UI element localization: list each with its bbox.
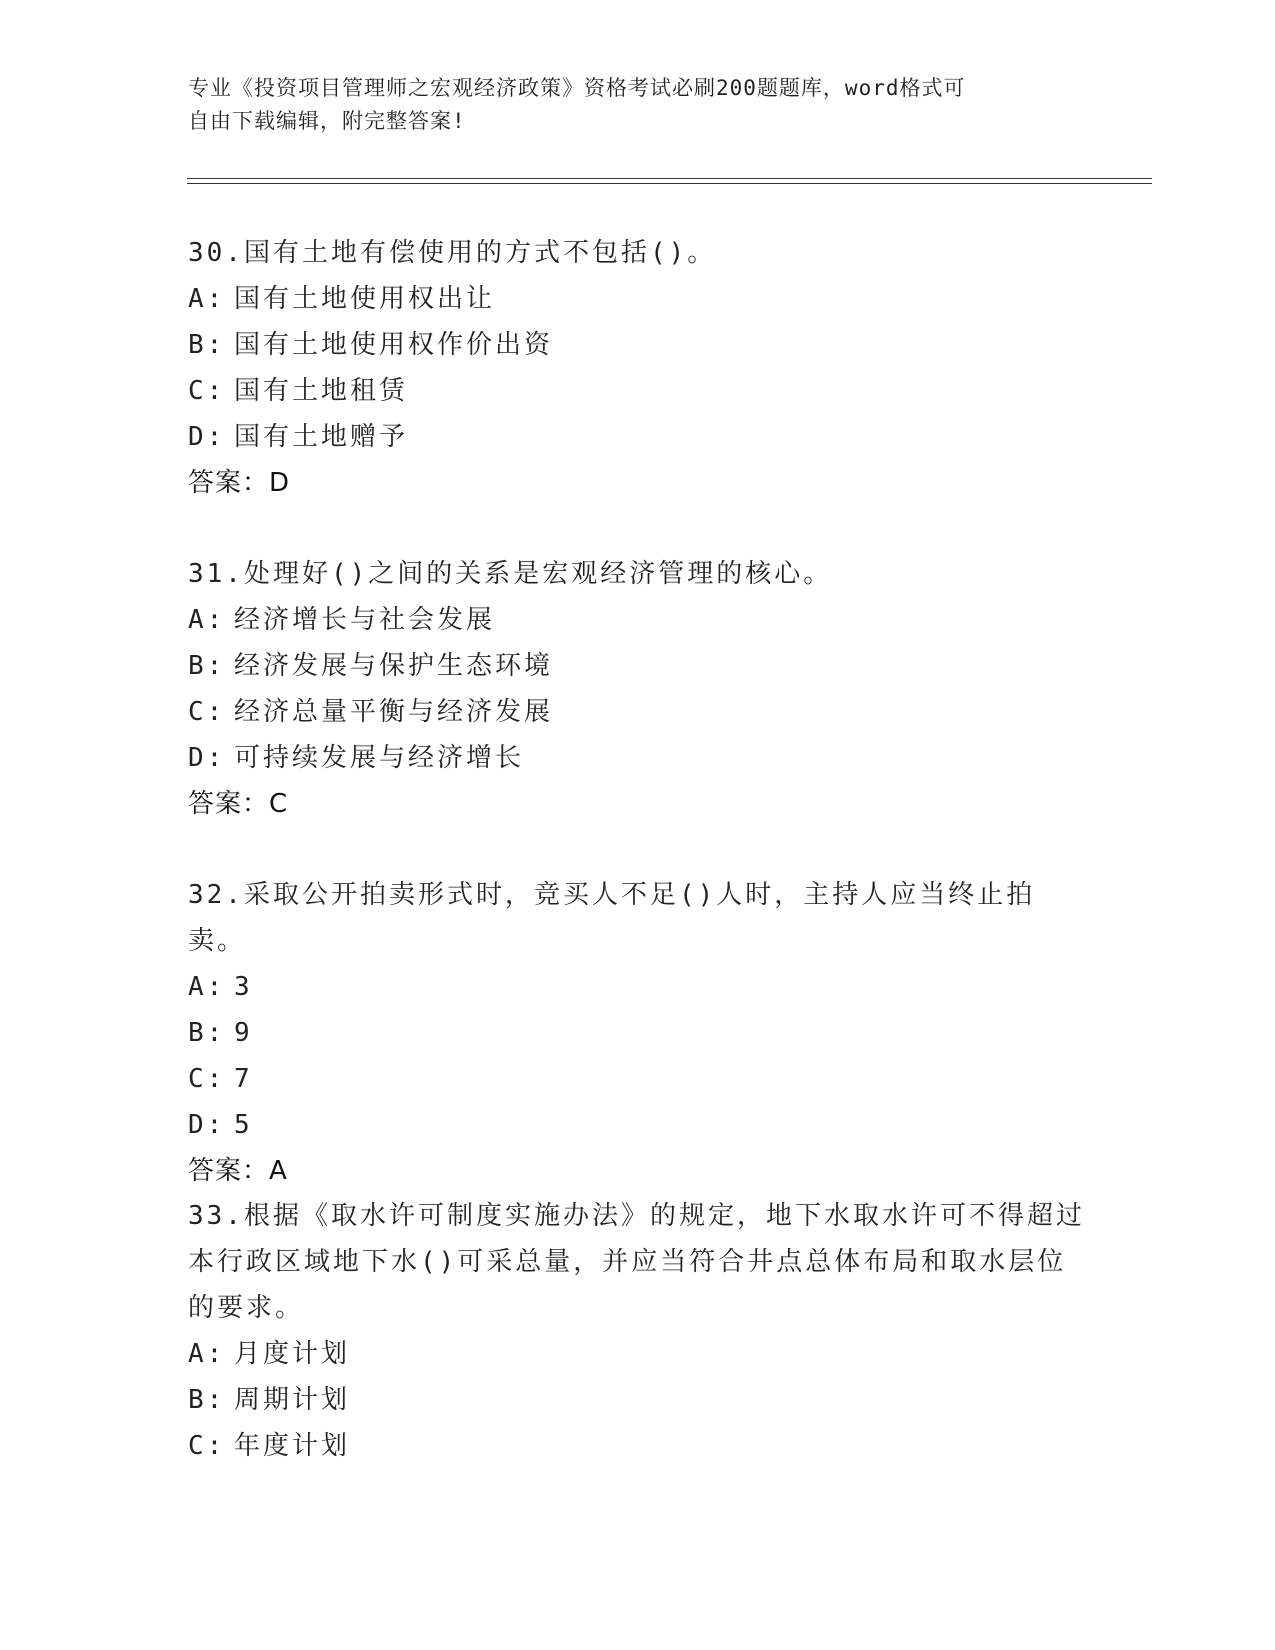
option-text: 7 (234, 1064, 253, 1094)
option-a (188, 597, 1088, 643)
question-text-line-1: 33.根据《取水许可制度实施办法》的规定，地下水取水许可不得超过 (188, 1201, 1085, 1231)
option-a (188, 1331, 1088, 1377)
option-text: 月度计划 (234, 1339, 351, 1369)
option-letter: B: (188, 330, 226, 360)
option-text: 经济总量平衡与经济发展 (234, 697, 554, 727)
option-letter: A: (188, 1339, 226, 1369)
option-letter: B: (188, 1018, 226, 1048)
option-text: 5 (234, 1110, 253, 1140)
header-divider-bottom (187, 183, 1152, 184)
option-d (188, 414, 1088, 460)
question-30 (188, 230, 1088, 506)
question-text: 30.国有土地有偿使用的方式不包括()。 (188, 238, 717, 268)
header-line-1: 专业《投资项目管理师之宏观经济政策》资格考试必刷200题题库，word格式可 (188, 76, 966, 100)
option-a (188, 964, 1088, 1010)
option-a (188, 276, 1088, 322)
option-text: 国有土地租赁 (234, 376, 409, 406)
option-letter: C: (188, 1064, 226, 1094)
answer-label: 答案：C (188, 789, 289, 819)
answer-label: 答案：A (188, 1156, 288, 1186)
document-header (188, 72, 1068, 138)
option-b (188, 1377, 1088, 1423)
question-33 (188, 1193, 1088, 1469)
question-text-line-3: 的要求。 (188, 1293, 305, 1323)
question-text: 31.处理好()之间的关系是宏观经济管理的核心。 (188, 559, 833, 589)
option-b (188, 643, 1088, 689)
option-text: 经济发展与保护生态环境 (234, 651, 554, 681)
option-c (188, 1423, 1088, 1469)
option-letter: C: (188, 1431, 226, 1461)
question-text-line-2: 本行政区域地下水()可采总量，并应当符合井点总体布局和取水层位 (188, 1247, 1067, 1277)
question-32 (188, 872, 1088, 1194)
question-31 (188, 551, 1088, 827)
option-letter: D: (188, 1110, 226, 1140)
option-letter: D: (188, 743, 226, 773)
option-letter: B: (188, 651, 226, 681)
option-text: 3 (234, 972, 253, 1002)
option-d (188, 1102, 1088, 1148)
option-text: 可持续发展与经济增长 (234, 743, 525, 773)
option-c (188, 1056, 1088, 1102)
header-divider-top (187, 178, 1152, 179)
option-text: 国有土地赠予 (234, 422, 409, 452)
option-letter: C: (188, 697, 226, 727)
option-text: 年度计划 (234, 1431, 351, 1461)
option-text: 9 (234, 1018, 253, 1048)
option-text: 经济增长与社会发展 (234, 605, 496, 635)
option-b (188, 1010, 1088, 1056)
option-letter: D: (188, 422, 226, 452)
header-line-2: 自由下载编辑，附完整答案! (188, 109, 466, 133)
answer-label: 答案：D (188, 468, 291, 498)
option-b (188, 322, 1088, 368)
option-text: 国有土地使用权作价出资 (234, 330, 554, 360)
option-letter: B: (188, 1385, 226, 1415)
option-letter: A: (188, 972, 226, 1002)
option-letter: A: (188, 284, 226, 314)
option-d (188, 735, 1088, 781)
question-text: 32.采取公开拍卖形式时，竞买人不足()人时，主持人应当终止拍卖。 (188, 880, 1036, 956)
option-text: 周期计划 (234, 1385, 351, 1415)
option-text: 国有土地使用权出让 (234, 284, 496, 314)
option-letter: A: (188, 605, 226, 635)
option-c (188, 368, 1088, 414)
option-letter: C: (188, 376, 226, 406)
option-c (188, 689, 1088, 735)
